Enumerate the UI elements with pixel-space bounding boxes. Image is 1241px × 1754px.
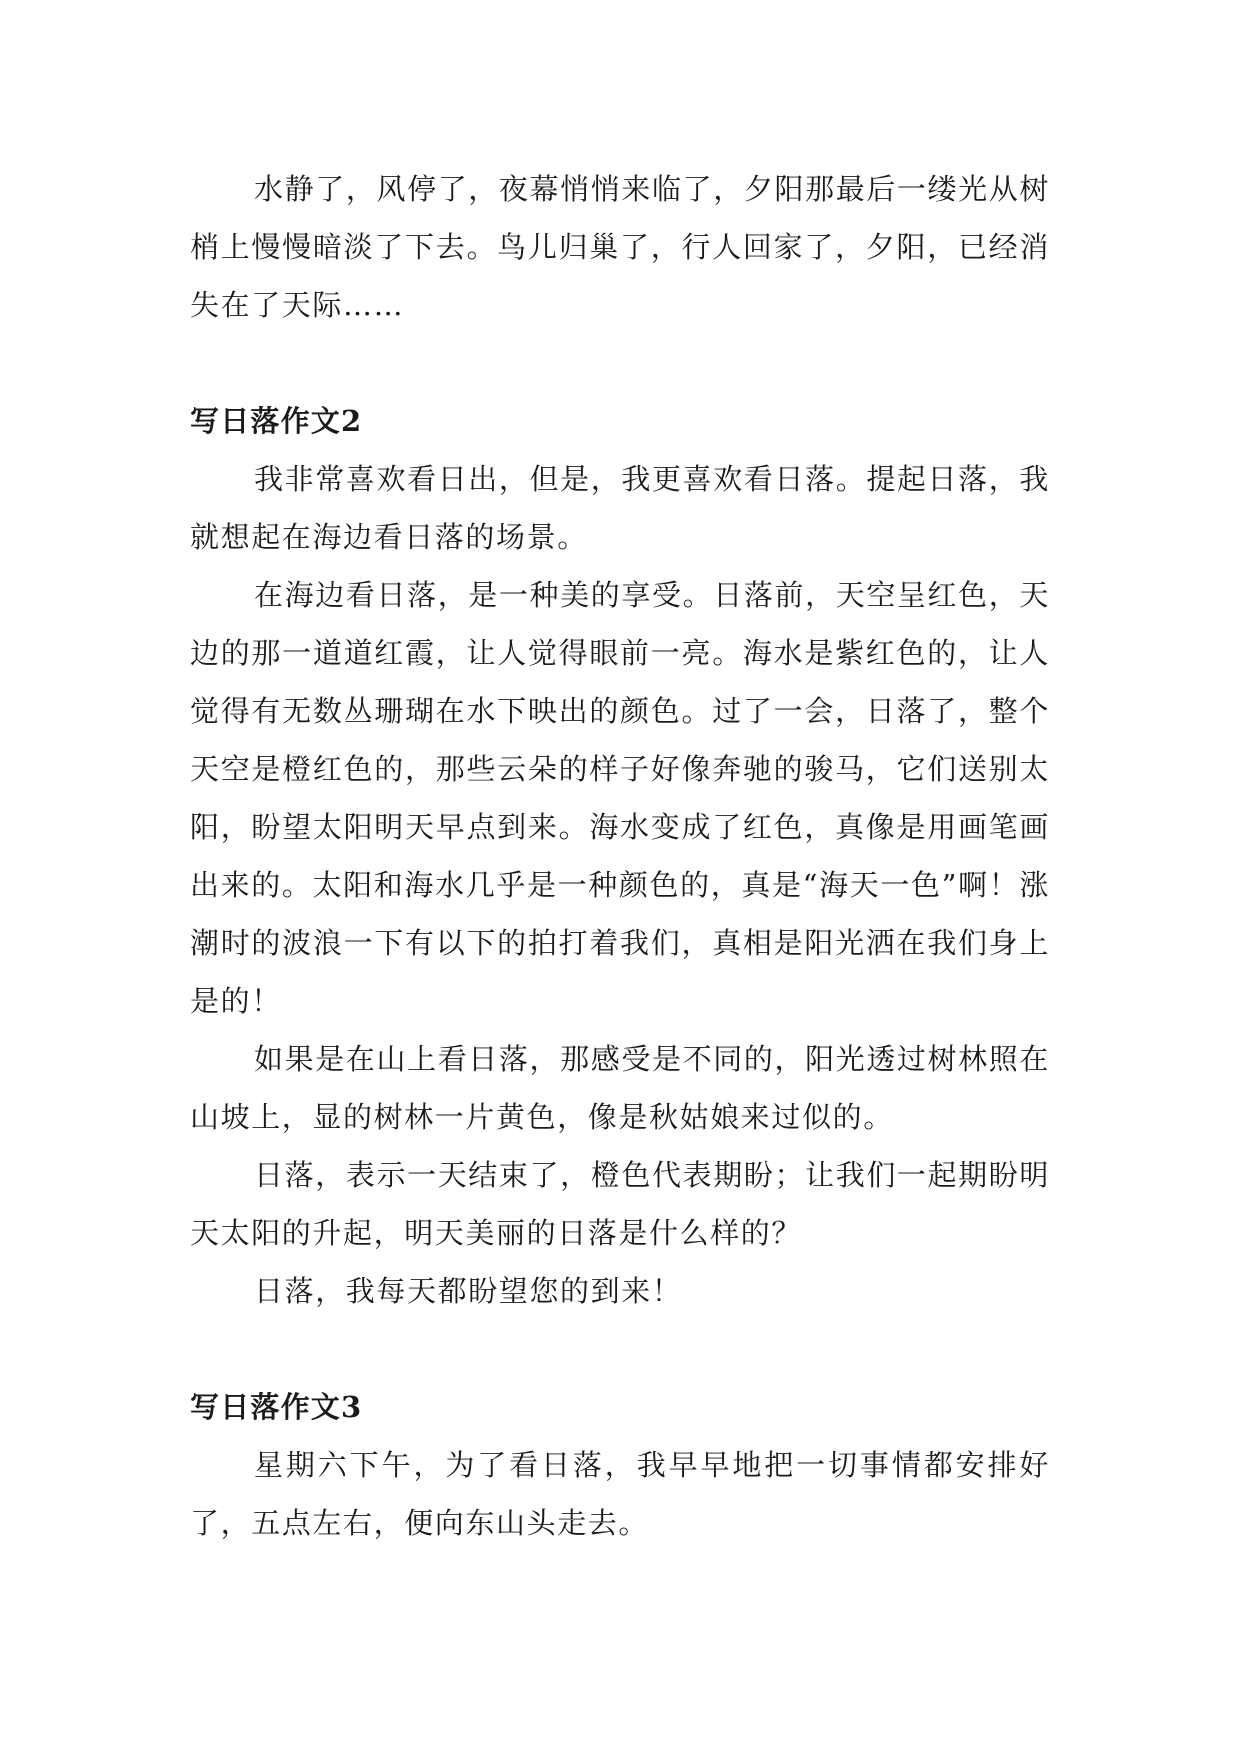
paragraph: 日落，表示一天结束了，橙色代表期盼；让我们一起期盼明天太阳的升起，明天美丽的日落是什么样的？ [190, 1158, 1050, 1250]
section-heading: 写日落作文3 [190, 1390, 363, 1424]
paragraph: 水静了，风停了，夜幕悄悄来临了，夕阳那最后一缕光从树梢上慢慢暗淡了下去。鸟儿归巢了，行人回家了，夕阳，已经消失在了天际…… [190, 172, 1050, 322]
section-gap [190, 1320, 1050, 1378]
paragraph: 在海边看日落，是一种美的享受。日落前，天空呈红色，天边的那一道道红霞，让人觉得眼前一亮。海水是紫红色的，让人觉得有无数丛珊瑚在水下映出的颜色。过了一会，日落了，整个天空是橙红色的，那些云朵的样子好像奔驰的骏马，它们送别太阳，盼望太阳明天早点到来。海水变成了红色，真像是用画笔画出来的。太阳和海水几乎是一种颜色的，真是“海天一色”啊！涨潮时的波浪一下有以下的拍打着我们，真相是阳光洒在我们身上是的！ [190, 578, 1050, 1018]
paragraph: 日落，我每天都盼望您的到来！ [254, 1274, 683, 1308]
section-gap [190, 334, 1050, 392]
paragraph: 如果是在山上看日落，那感受是不同的，阳光透过树林照在山坡上，显的树林一片黄色，像是秋姑娘来过似的。 [190, 1042, 1050, 1134]
paragraph: 星期六下午，为了看日落，我早早地把一切事情都安排好了，五点左右，便向东山头走去。 [190, 1448, 1050, 1540]
document-page [190, 160, 1050, 1552]
paragraph: 我非常喜欢看日出，但是，我更喜欢看日落。提起日落，我就想起在海边看日落的场景。 [190, 462, 1050, 554]
section-heading: 写日落作文2 [190, 404, 363, 438]
